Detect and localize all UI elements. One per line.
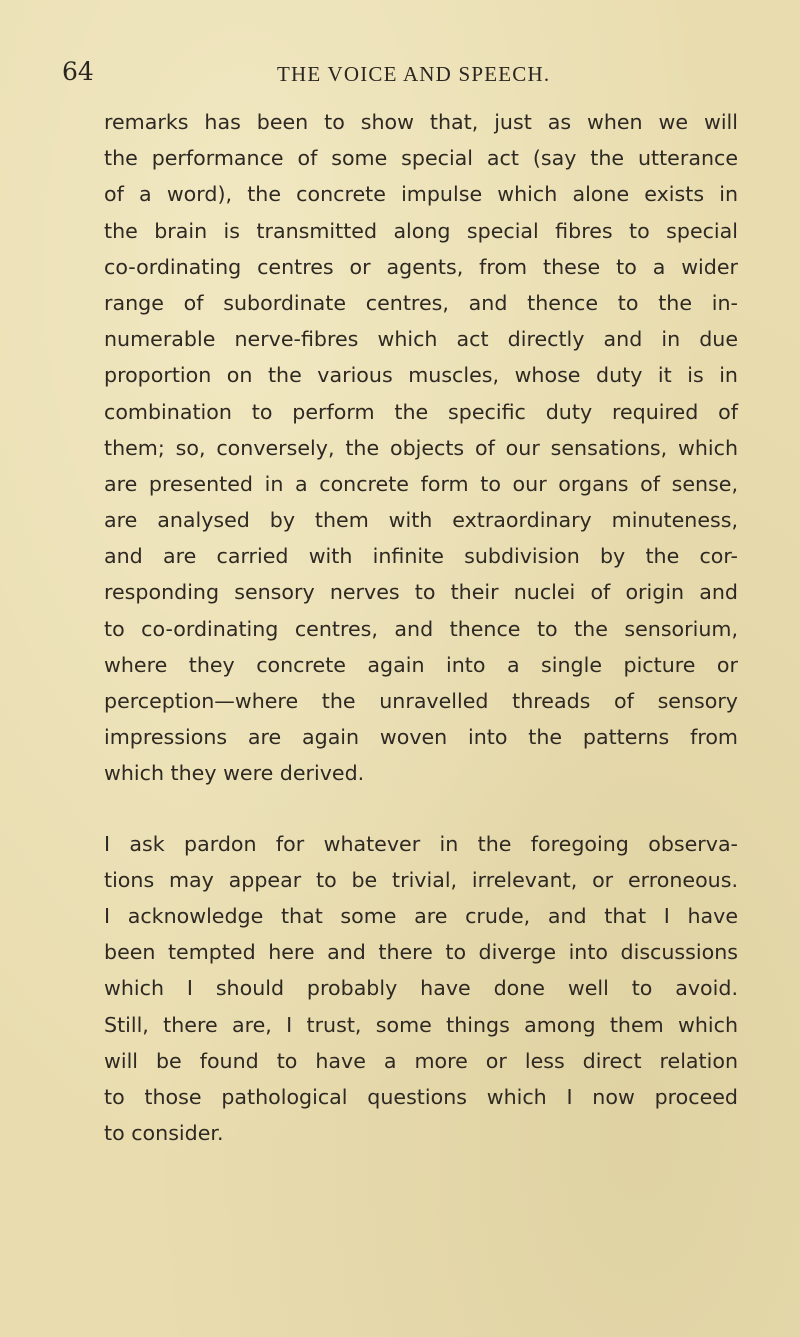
running-head: THE VOICE AND SPEECH.	[277, 62, 551, 86]
text-line: of a word), the concrete impulse which alone exists in	[104, 182, 738, 207]
text-line: to those pathological questions which I now proceed	[104, 1084, 738, 1109]
text-line: which they were derived.	[104, 761, 365, 786]
text-line: tions may appear to be trivial, irrelevant, or erroneous.	[104, 867, 738, 892]
text-line: the brain is transmitted along special fibres to special	[104, 218, 738, 243]
text-line: perception—where the unravelled threads of sensory	[104, 689, 738, 713]
text-line: I acknowledge that some are crude, and that I have	[104, 903, 738, 928]
text-line: proportion on the various muscles, whose duty it is in	[104, 363, 738, 388]
paragraph-1	[104, 104, 738, 792]
text-line: to consider.	[104, 1121, 224, 1146]
text-line: them; so, conversely, the objects of our sensations, which	[104, 435, 738, 460]
page-number: 64	[62, 57, 94, 86]
paragraph-2	[104, 826, 738, 1152]
text-line: Still, there are, I trust, some things among them which	[104, 1012, 738, 1037]
text-line: are presented in a concrete form to our organs of sense,	[104, 471, 738, 496]
paragraph-gap	[104, 792, 738, 826]
text-line: impressions are again woven into the patterns from	[104, 725, 738, 750]
text-line: are analysed by them with extraordinary minuteness,	[104, 508, 738, 533]
text-line: will be found to have a more or less direct relation	[104, 1048, 738, 1073]
text-line: I ask pardon for whatever in the foregoing observa-	[104, 831, 738, 856]
text-line: been tempted here and there to diverge into discussions	[104, 940, 738, 965]
text-line: which I should probably have done well to avoid.	[104, 976, 738, 1001]
text-line: responding sensory nerves to their nuclei of origin and	[104, 580, 738, 605]
text-line: co-ordinating centres or agents, from these to a wider	[104, 254, 738, 279]
text-line: combination to perform the specific duty required of	[104, 399, 738, 424]
text-line: the performance of some special act (say the utterance	[104, 146, 738, 171]
text-line: where they concrete again into a single picture or	[104, 652, 738, 677]
text-line: to co-ordinating centres, and thence to the sensorium,	[104, 616, 738, 641]
text-line: numerable nerve-fibres which act directly and in due	[104, 327, 738, 352]
text-line: and are carried with infinite subdivision by the cor-	[104, 544, 738, 569]
text-line: range of subordinate centres, and thence to the in-	[104, 290, 738, 315]
page-header	[62, 58, 742, 88]
text-line: remarks has been to show that, just as when we will	[104, 110, 738, 134]
body-text	[104, 104, 738, 1151]
